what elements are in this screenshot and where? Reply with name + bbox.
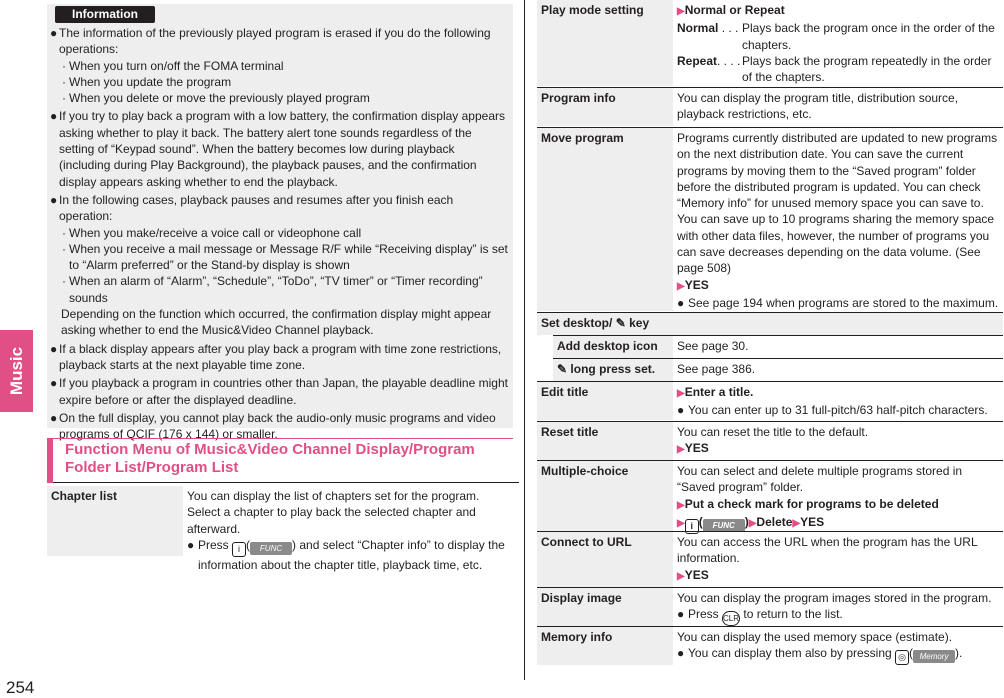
i-mode-key-icon: i — [685, 519, 699, 534]
dot-icon: · — [62, 58, 66, 73]
function-desc: ▶Normal or Repeat Normal . . . Plays back the program once in the order of the chapters. Repeat. . . . Plays back the program repeatedly in the order of the chapters. — [677, 3, 995, 85]
section-side-tab: Music — [0, 330, 33, 412]
dot-icon: · — [62, 225, 66, 240]
function-name: Program info — [537, 88, 673, 126]
bullet-icon: ● — [677, 403, 685, 418]
function-desc: ▶Enter a title. ● You can enter up to 31 full-pitch/63 half-pitch characters. — [677, 385, 988, 418]
info-bullet: ● If you try to play back a program with a low battery, the confirmation display appears asking whether to play it back. The battery alert tone sounds regardless of the setting of “Keypad sound”. When the battery becomes low during playback (including during Play Background), the playback pauses, and the confirmation display appears asking whether to end the playback. — [50, 109, 505, 189]
clear-key-icon: CLR — [722, 611, 740, 626]
information-box — [47, 4, 513, 442]
arrow-icon: ▶ — [677, 6, 685, 17]
page-number: 254 — [6, 678, 35, 697]
dot-icon: · — [62, 241, 66, 256]
bullet-icon: ● — [187, 537, 195, 552]
function-desc: See page 30. — [677, 339, 749, 353]
bullet-icon: ● — [50, 26, 58, 40]
func-softkey-icon: FUNC — [703, 519, 745, 532]
function-desc: See page 386. — [677, 362, 756, 376]
arrow-icon: ▶ — [748, 517, 757, 529]
camera-key-icon: ◎ — [895, 650, 909, 665]
dot-icon: · — [62, 274, 66, 289]
info-bullet: ● The information of the previously played program is erased if you do the following operations: · When you turn on/off the FOMA terminal · When you update the program · When you delete or move the previously played program — [50, 26, 491, 106]
function-desc: You can display the program title, distribution source, playback restrictions, etc. — [677, 91, 959, 122]
bullet-icon: ● — [677, 295, 685, 310]
function-desc: You can display the list of chapters set for the program. Select a chapter to play back the selected chapter and afterward. ● Press i ( FUNC ) and select “Chapter info” to display the information about the chapter title, playback time, etc. — [187, 489, 505, 572]
function-subrow-add-desktop-icon — [553, 336, 1003, 358]
bullet-icon: ● — [677, 646, 685, 661]
function-name: Multiple-choice — [537, 461, 673, 531]
function-row-move-program — [537, 128, 1003, 311]
bullet-icon: ● — [50, 376, 58, 391]
memory-softkey-icon: Memory — [913, 650, 955, 663]
function-desc: You can display the used memory space (estimate). ● You can display them also by pressing ◎ ( Memory ). — [673, 627, 1003, 665]
function-name: Reset title — [537, 422, 673, 460]
function-desc: You can reset the title to the default. ▶YES — [677, 425, 869, 456]
dot-icon: · — [62, 91, 66, 106]
function-desc: You can select and delete multiple programs stored in “Saved program” folder. ▶Put a check mark for programs to be deleted ▶ i ( FUNC )▶Delete▶YES — [673, 461, 1003, 531]
arrow-icon: ▶ — [792, 517, 801, 529]
info-bullet: ● If you playback a program in countries other than Japan, the playable deadline might expire before or after the displayed deadline. — [50, 376, 508, 407]
function-name: Move program — [537, 128, 673, 311]
arrow-icon: ▶ — [677, 517, 685, 529]
arrow-icon: ▶ — [677, 388, 685, 399]
function-desc: You can access the URL when the program has the URL information. ▶YES — [677, 535, 978, 582]
bullet-icon: ● — [50, 410, 58, 425]
info-bullet: ● In the following cases, playback pauses and resumes after you finish each operation: · When you make/receive a voice call or videophone call · When you receive a mail message or Message R/F while “Receiving display” is set to “Alarm preferred” or the Stand-by display is shown · When an alarm of “Alarm”, “Schedule”, “ToDo”, “TV timer” or “Timer recording” sounds Depending on the function which occurred, the confirmation display might appear asking whether to end the Music&Video Channel playback. — [50, 192, 508, 338]
function-row-set-desktop: Set desktop/ ✎ key — [537, 313, 1003, 335]
function-subrow-long-press — [553, 359, 1003, 381]
function-row-play-mode — [537, 0, 1003, 86]
function-name: Play mode setting — [537, 0, 673, 86]
bullet-icon: ● — [50, 192, 58, 207]
information-list — [47, 25, 513, 444]
info-bullet: ● If a black display appears after you play back a program with time zone restrictions, playback starts at the next playable time zone. — [50, 341, 502, 372]
i-mode-key-icon: i — [232, 542, 246, 557]
function-name: Memory info — [537, 627, 673, 665]
function-desc: You can display the program images stored in the program. ● Press CLR to return to the list. — [673, 588, 1003, 626]
bullet-icon: ● — [677, 607, 685, 622]
dot-icon: · — [62, 74, 66, 89]
function-name: Chapter list — [47, 486, 183, 556]
arrow-icon: ▶ — [677, 280, 685, 292]
function-row-chapter-list — [47, 486, 513, 572]
function-row-display-image — [537, 588, 1003, 626]
arrow-icon: ▶ — [677, 499, 685, 511]
function-desc: Programs currently distributed are updated to new programs on the next distribution date. You can save the current programs by moving them to the “Saved program” folder before the distributed program is updated. You can check “Memory info” for unused memory space you can save to. You can save up to 10 programs sharing the memory space with other data files, however, the number of programs you can save decreases depending on the data volume. (See page 508) ▶YES ● See page 194 when programs are stored to the maximum. — [677, 131, 999, 310]
information-label: Information — [55, 6, 155, 23]
arrow-icon: ▶ — [677, 570, 685, 582]
arrow-icon: ▶ — [677, 444, 685, 456]
pen-key-icon: ✎ — [557, 362, 568, 376]
function-name: Edit title — [537, 382, 673, 420]
function-name: Display image — [537, 588, 673, 626]
func-softkey-icon: FUNC — [250, 542, 292, 555]
function-row-connect-url — [537, 532, 1003, 587]
function-row-edit-title — [537, 382, 1003, 420]
pen-key-icon: ✎ — [615, 316, 626, 330]
function-name: ✎ long press set. — [553, 359, 673, 381]
function-row-multiple-choice — [537, 461, 1003, 531]
function-row-memory-info — [537, 627, 1003, 665]
info-bullet: ● On the full display, you cannot play back the audio-only music programs and video programs of QCIF (176 x 144) or smaller. — [50, 410, 496, 442]
function-name: Add desktop icon — [553, 336, 673, 358]
bullet-icon: ● — [50, 341, 58, 356]
bullet-icon: ● — [50, 109, 58, 124]
function-row-program-info — [537, 88, 1003, 126]
heading-rule — [53, 482, 519, 483]
column-divider — [524, 0, 525, 680]
function-row-reset-title — [537, 422, 1003, 460]
function-name: Connect to URL — [537, 532, 673, 587]
function-menu-heading: Function Menu of Music&Video Channel Display/Program Folder List/Program List — [47, 438, 513, 483]
